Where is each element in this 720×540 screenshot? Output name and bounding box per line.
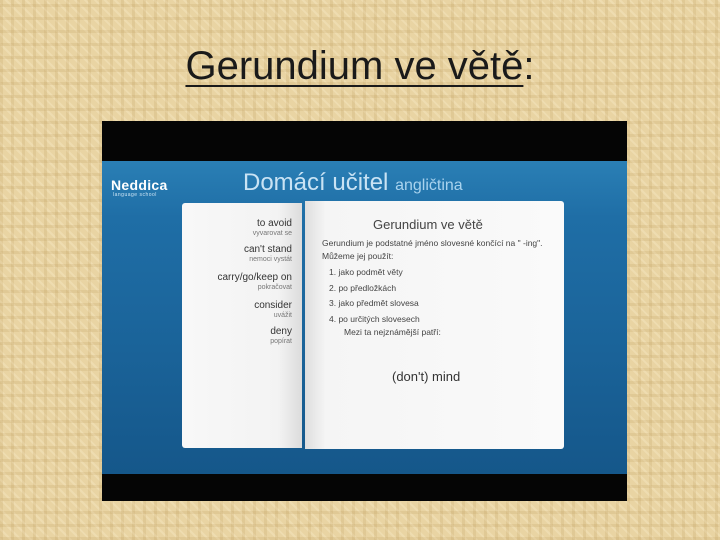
video-banner bbox=[102, 161, 627, 474]
vocab-czech: uvážit bbox=[273, 312, 292, 319]
vocab-english: can't stand bbox=[243, 244, 292, 255]
logo: Neddica bbox=[111, 177, 168, 193]
lesson-note: Mezi ta nejznámější patří: bbox=[344, 327, 441, 337]
logo-tagline: language school bbox=[113, 192, 157, 198]
vocab-czech: popírat bbox=[270, 338, 292, 345]
brand-title bbox=[243, 169, 463, 197]
vocab-item bbox=[218, 272, 293, 291]
slide-title-text: Gerundium ve větě bbox=[185, 44, 524, 88]
vocab-czech: nemoci vystát bbox=[249, 256, 292, 263]
lesson-page bbox=[305, 201, 564, 449]
vocab-czech: vyvarovat se bbox=[252, 230, 292, 237]
brand-title-sub: angličtina bbox=[395, 177, 463, 194]
vocab-item bbox=[253, 218, 292, 237]
video-frame[interactable] bbox=[102, 121, 627, 501]
lesson-intro: Gerundium je podstatné jméno slovesné končící na " -ing". Můžeme jej použít: bbox=[322, 238, 543, 261]
slide-title-colon: : bbox=[523, 44, 535, 88]
list-item: 3. jako předmět slovesa bbox=[329, 298, 419, 308]
usage-list bbox=[329, 265, 420, 327]
example-phrase: (don't) mind bbox=[392, 369, 461, 384]
list-item: 4. po určitých slovesech bbox=[329, 313, 420, 324]
list-item: 1. jako podmět věty bbox=[329, 267, 403, 277]
brand-title-main: Domácí učitel bbox=[243, 169, 389, 196]
vocab-english: to avoid bbox=[256, 218, 292, 229]
vocabulary-page bbox=[182, 203, 302, 448]
list-item: 2. po předložkách bbox=[329, 282, 397, 293]
vocab-english: consider bbox=[254, 300, 292, 311]
vocab-english: deny bbox=[270, 326, 292, 337]
vocab-item bbox=[244, 244, 292, 263]
vocab-item bbox=[270, 326, 292, 345]
vocab-english: carry/go/keep on bbox=[217, 272, 292, 283]
slide-title bbox=[0, 44, 720, 89]
vocab-czech: pokračovat bbox=[257, 284, 292, 291]
vocab-item bbox=[254, 300, 292, 319]
lesson-title: Gerundium ve větě bbox=[373, 217, 483, 232]
